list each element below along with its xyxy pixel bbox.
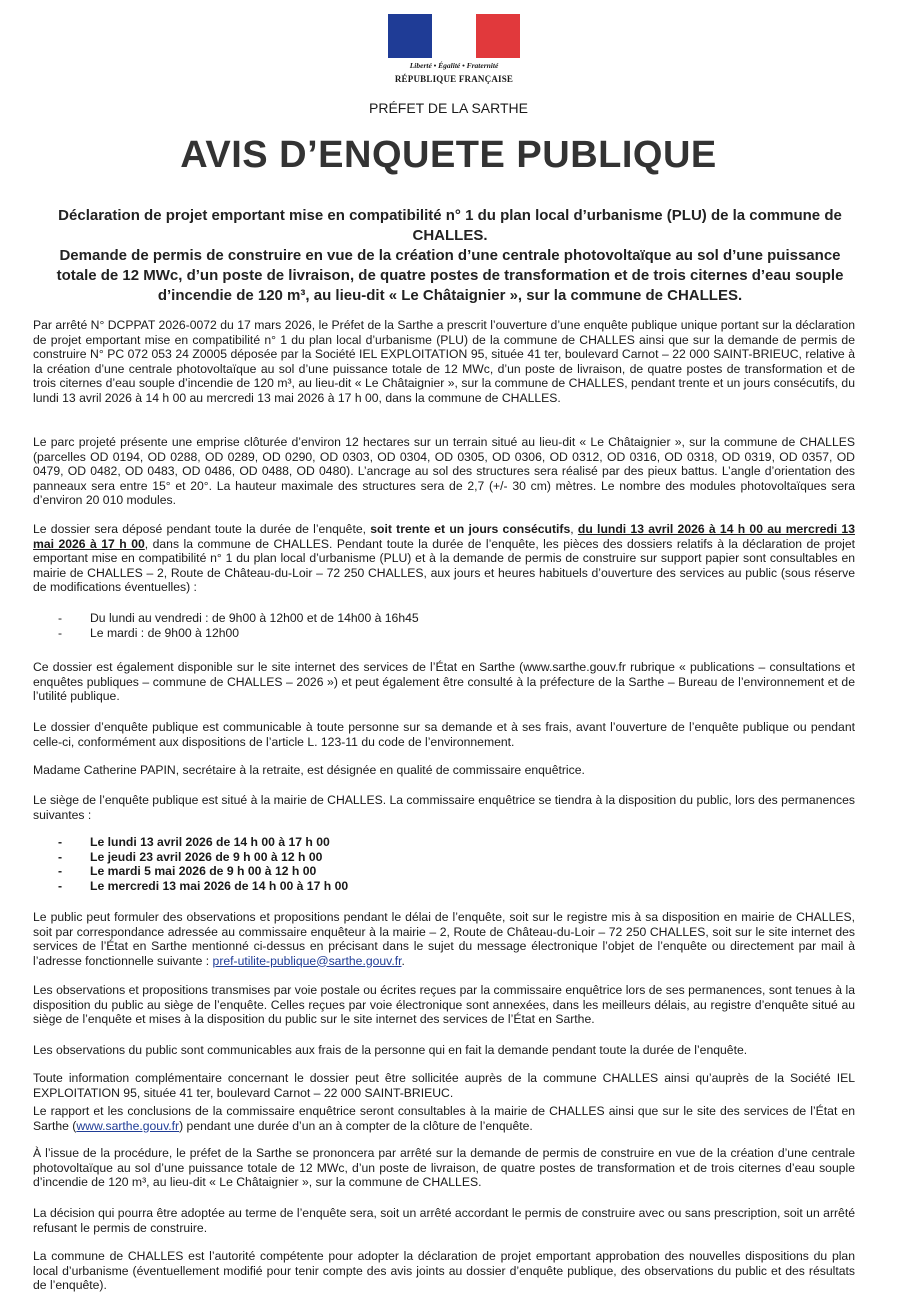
list-dash: - <box>58 835 63 849</box>
list-dash: - <box>58 611 63 625</box>
list-dash: - <box>58 849 63 864</box>
subtitle-line-2: Demande de permis de construire en vue de la création d’une centrale photovoltaïque au sol d’une puissance totale de 12 MWc, d’un poste de livraison, de quatre postes de transformation et de trois citernes d’eau souple d’incendie de 120 m³, au lieu-dit « Le Châtaignier », sur la commune de CHALLES. <box>56 247 844 304</box>
paragraph-commissaire: Madame Catherine PAPIN, secrétaire à la retraite, est désignée en qualité de commissaire enquêtrice. <box>33 763 585 777</box>
paragraph-dossier <box>33 522 855 595</box>
observations-end: . <box>401 953 405 968</box>
page-title: AVIS D’ENQUETE PUBLIQUE <box>180 134 717 176</box>
list-item <box>58 835 838 850</box>
paragraph-communicable: Le dossier d’enquête publique est communicable à toute personne sur sa demande et à ses frais, avant l’ouverture de l’enquête publique ou pendant celle-ci, conformément aux dispositions de l’article L. 123-11 du code de l’environnement. <box>33 720 855 749</box>
list-item <box>58 879 838 894</box>
motto: Liberté • Égalité • Fraternité <box>409 61 499 70</box>
hours-item-text: Le mardi : de 9h00 à 12h00 <box>90 625 240 640</box>
dossier-dates: du lundi 13 avril 2026 à 14 h 00 au mercredi 13 mai 2026 à 17 h 00 <box>33 522 855 551</box>
list-item <box>58 864 838 879</box>
dossier-text-a: Le dossier sera déposé pendant toute la durée de l’enquête, <box>33 522 371 536</box>
permanence-item-text: Le mardi 5 mai 2026 de 9 h 00 à 12 h 00 <box>90 864 317 878</box>
prefet-heading: PRÉFET DE LA SARTHE <box>369 100 528 116</box>
dossier-text-e: , dans la commune de CHALLES. Pendant toute la durée de l’enquête, les pièces des dossiers relatifs à la déclaration de projet emportant mise en compatibilité n° 1 du plan local d’urbanisme (PLU) et à la demande de permis de construire sur support papier sont consultables en mairie de CHALLES – 2, Route de Château-du-Loir – 72 250 CHALLES, aux jours et heures habituels d’ouverture des services au public (sous réserve de modifications éventuelles) : <box>33 536 855 594</box>
paragraph-frais: Les observations du public sont communicables aux frais de la personne qui en fait la demande pendant toute la durée de l’enquête. <box>33 1043 748 1057</box>
hours-item-text: Du lundi au vendredi : de 9h00 à 12h00 et de 14h00 à 16h45 <box>90 611 419 625</box>
paragraph-transmises: Les observations et propositions transmises par voie postale ou écrites reçues par la commissaire enquêtrice lors de ses permanences, sont tenues à la disposition du public au siège de l’enquête. Celles reçues par voie électronique sont annexées, dans les meilleurs délais, au registre d’enquête situé au siège de l’enquête et mises à la disposition du public sur le site internet des services de l’État en Sarthe. <box>33 983 855 1026</box>
email-link[interactable]: pref-utilite-publique@sarthe.gouv.fr <box>212 953 402 968</box>
permanence-item-text: Le jeudi 23 avril 2026 de 9 h 00 à 12 h 00 <box>90 849 323 864</box>
subtitle <box>40 206 860 306</box>
list-dash: - <box>58 625 63 640</box>
observations-text: Le public peut formuler des observations et propositions pendant le délai de l’enquête, soit sur le registre mis à sa disposition en mairie de CHALLES, soit par correspondance adressée au commissaire enquêteur à la mairie – 2, Route de Château-du-Loir – 72 250 CHALLES, soit sur le site internet des services de l’État en Sarthe mentionné ci-dessus en précisant dans le sujet du message électronique l’objet de l’enquête ou directement par mail à l’adresse fonctionnelle suivante : <box>33 910 855 968</box>
paragraph-internet: Ce dossier est également disponible sur le site internet des services de l’État en Sarthe (www.sarthe.gouv.fr rubrique « publications – consultations et enquêtes publiques – commune de CHALLES – 2026 ») et peut également être consulté à la préfecture de la Sarthe – Bureau de l’environnement et de l’utilité publique. <box>33 660 855 703</box>
paragraph-issue: À l’issue de la procédure, le préfet de la Sarthe se prononcera par arrêté sur la demande de permis de construire en vue de la création d’une centrale photovoltaïque au sol d’une puissance totale de 12 MWc, d’un poste de livraison, de quatre postes de transformation et de trois citernes d’eau souple d’incendie de 120 m³, au lieu-dit « Le Châtaignier », sur la commune de CHALLES. <box>33 1146 855 1189</box>
paragraph-decision: La décision qui pourra être adoptée au terme de l’enquête sera, soit un arrêté accordant le permis de construire avec ou sans prescription, soit un arrêté refusant le permis de construire. <box>33 1206 855 1235</box>
list-dash: - <box>58 878 63 893</box>
paragraph-observations <box>33 910 855 968</box>
permanence-item-text: Le mercredi 13 mai 2026 de 14 h 00 à 17 h 00 <box>90 878 349 893</box>
list-item <box>58 611 838 626</box>
list-item <box>58 850 838 865</box>
dossier-text-c: , <box>570 522 578 536</box>
paragraph-commune: La commune de CHALLES est l’autorité compétente pour adopter la déclaration de projet emportant approbation des nouvelles dispositions du plan local d’urbanisme (éventuellement modifié pour tenir compte des avis joints au dossier d’enquête publique, des observations du public et des résultats de l’enquête). <box>33 1249 855 1292</box>
permanence-item-text: Le lundi 13 avril 2026 de 14 h 00 à 17 h 00 <box>90 835 330 849</box>
permanences-list <box>58 835 838 893</box>
paragraph-parc: Le parc projeté présente une emprise clôturée d’environ 12 hectares sur un terrain situé au lieu-dit « Le Châtaignier », sur la commune de CHALLES (parcelles OD 0194, OD 0288, OD 0289, OD 0290, OD 0303, OD 0304, OD 0305, OD 0306, OD 0312, OD 0316, OD 0318, OD 0319, OD 0357, OD 0479, OD 0482, OD 0483, OD 0486, OD 0488, OD 0480). L’ancrage au sol des structures sera réalisé par des pieux battus. L’angle d’orientation des panneaux sera entre 15° et 20°. La hauteur maximale des structures sera de 2,7 (+/- 30 cm) mètres. Le nombre des modules photovoltaïques sera d’environ 20 010 modules. <box>33 435 855 507</box>
republique-label: RÉPUBLIQUE FRANÇAISE <box>394 74 514 84</box>
republique-logo <box>386 14 522 90</box>
dossier-duration: soit trente et un jours consécutifs <box>370 522 571 536</box>
list-dash: - <box>58 864 63 878</box>
paragraph-rapport <box>33 1104 855 1133</box>
paragraph-arrete: Par arrêté N° DCPPAT 2026-0072 du 17 mars 2026, le Préfet de la Sarthe a prescrit l’ouverture d’une enquête publique unique portant sur la déclaration de projet emportant mise en compatibilité n° 1 du plan local d’urbanisme (PLU) de la commune de CHALLES ainsi que sur la demande de permis de construire N° PC 072 053 24 Z0005 déposée par la Société IEL EXPLOITATION 95, située 41 ter, boulevard Carnot – 22 000 SAINT-BRIEUC, relative à la création d’une centrale photovoltaïque au sol d’une puissance totale de 12 MWc, d’un poste de livraison, de quatre postes de transformation et de trois citernes d’eau souple d’incendie de 120 m³, au lieu-dit « Le Châtaignier », sur la commune de CHALLES, pendant trente et un jours consécutifs, du lundi 13 avril 2026 à 14 h 00 au mercredi 13 mai 2026 à 17 h 00, dans la commune de CHALLES. <box>33 318 855 405</box>
list-item <box>58 626 838 641</box>
paragraph-siege: Le siège de l’enquête publique est situé à la mairie de CHALLES. La commissaire enquêtrice se tiendra à la disposition du public, lors des permanences suivantes : <box>33 793 855 822</box>
hours-list <box>58 611 838 640</box>
marianne-flag-icon <box>388 14 520 58</box>
paragraph-information: Toute information complémentaire concernant le dossier peut être sollicitée auprès de la commune CHALLES ainsi qu’auprès de la Société IEL EXPLOITATION 95, située 41 ter, boulevard Carnot – 22 000 SAINT-BRIEUC. <box>33 1071 855 1100</box>
rapport-end: ) pendant une durée d’un an à compter de la clôture de l’enquête. <box>179 1118 533 1133</box>
subtitle-line-1: Déclaration de projet emportant mise en compatibilité n° 1 du plan local d’urbanisme (PLU) de la commune de CHALLES. <box>58 207 842 244</box>
rapport-text: Le rapport et les conclusions de la commissaire enquêtrice seront consultables à la mairie de CHALLES ainsi que sur le site des services de l’État en Sarthe ( <box>33 1104 855 1133</box>
website-link[interactable]: www.sarthe.gouv.fr <box>76 1118 180 1133</box>
